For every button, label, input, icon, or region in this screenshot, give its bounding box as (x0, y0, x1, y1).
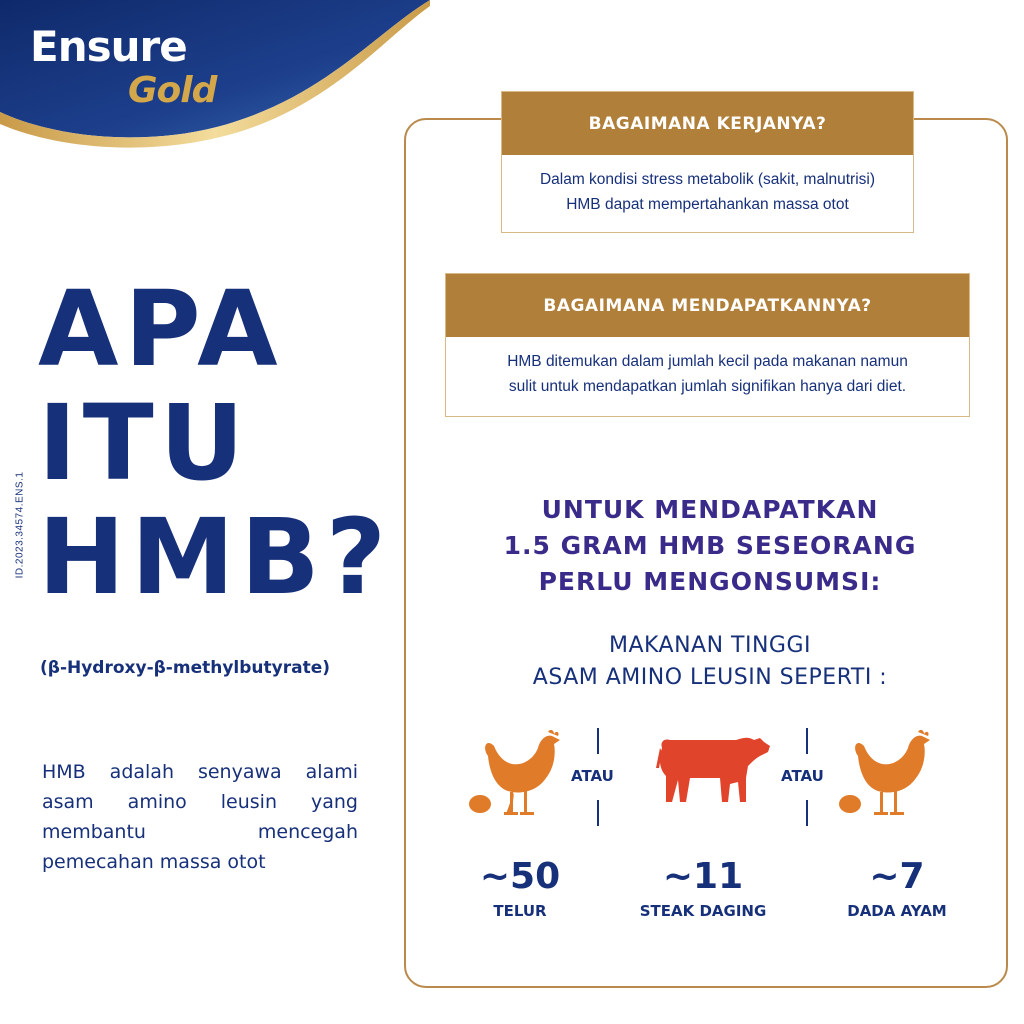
separator-bottom-1 (597, 800, 599, 826)
title-line-3: HMB? (38, 496, 393, 618)
description-text: HMB adalah senyawa alami asam amino leusin yang membantu mencegah pemecahan massa otot (42, 761, 358, 873)
separator-top-1 (597, 728, 599, 754)
how-to-get-line-2: sulit untuk mendapatkan jumlah signifikan hanya dari diet. (508, 378, 907, 395)
page-title (38, 268, 393, 618)
separator-label-1: ATAU (571, 767, 614, 785)
how-it-works-line-1: Dalam kondisi stress metabolik (sakit, malnutrisi) (539, 171, 876, 188)
steak-count: ~11 (662, 856, 744, 897)
brand-name-ensure: Ensure (30, 22, 187, 71)
how-to-get-box (445, 273, 970, 417)
how-it-works-heading: BAGAIMANA KERJANYA? (502, 92, 913, 155)
steak-label: STEAK DAGING (639, 902, 767, 920)
chicken-breast-count: ~7 (869, 856, 925, 897)
egg-count: ~50 (479, 856, 561, 897)
how-to-get-heading: BAGAIMANA MENDAPATKANNYA? (446, 274, 969, 337)
food-category-heading (430, 630, 990, 694)
how-to-get-line-1: HMB ditemukan dalam jumlah kecil pada makanan namun (507, 353, 908, 370)
requirement-line-2: 1.5 GRAM HMB SESEORANG (503, 531, 917, 560)
separator-top-2 (806, 728, 808, 754)
chicken-egg-icon (468, 728, 568, 820)
requirement-line-3: PERLU MENGONSUMSI: (538, 567, 882, 596)
egg-label: TELUR (493, 902, 547, 920)
cow-icon (656, 734, 772, 808)
document-code-text: ID.2023.34574.ENS.1 (14, 471, 26, 579)
how-to-get-body (446, 337, 969, 399)
title-line-1: APA (38, 268, 284, 390)
how-it-works-box (501, 91, 914, 233)
food-category-line-1: MAKANAN TINGGI (608, 633, 812, 658)
chicken-breast-icon (838, 728, 938, 820)
brand-name-gold: Gold (128, 70, 217, 111)
chemical-name: (β-Hydroxy-β-methylbutyrate) (40, 658, 331, 678)
chicken-breast-label: DADA AYAM (847, 902, 947, 920)
food-category-line-2: ASAM AMINO LEUSIN SEPERTI : (532, 665, 888, 690)
separator-label-2: ATAU (781, 767, 824, 785)
requirement-line-1: UNTUK MENDAPATKAN (541, 495, 879, 524)
requirement-heading (430, 492, 990, 600)
how-it-works-line-2: HMB dapat mempertahankan massa otot (566, 196, 849, 213)
document-code (10, 440, 30, 610)
title-line-2: ITU (38, 382, 251, 504)
separator-bottom-2 (806, 800, 808, 826)
how-it-works-body (502, 155, 913, 217)
